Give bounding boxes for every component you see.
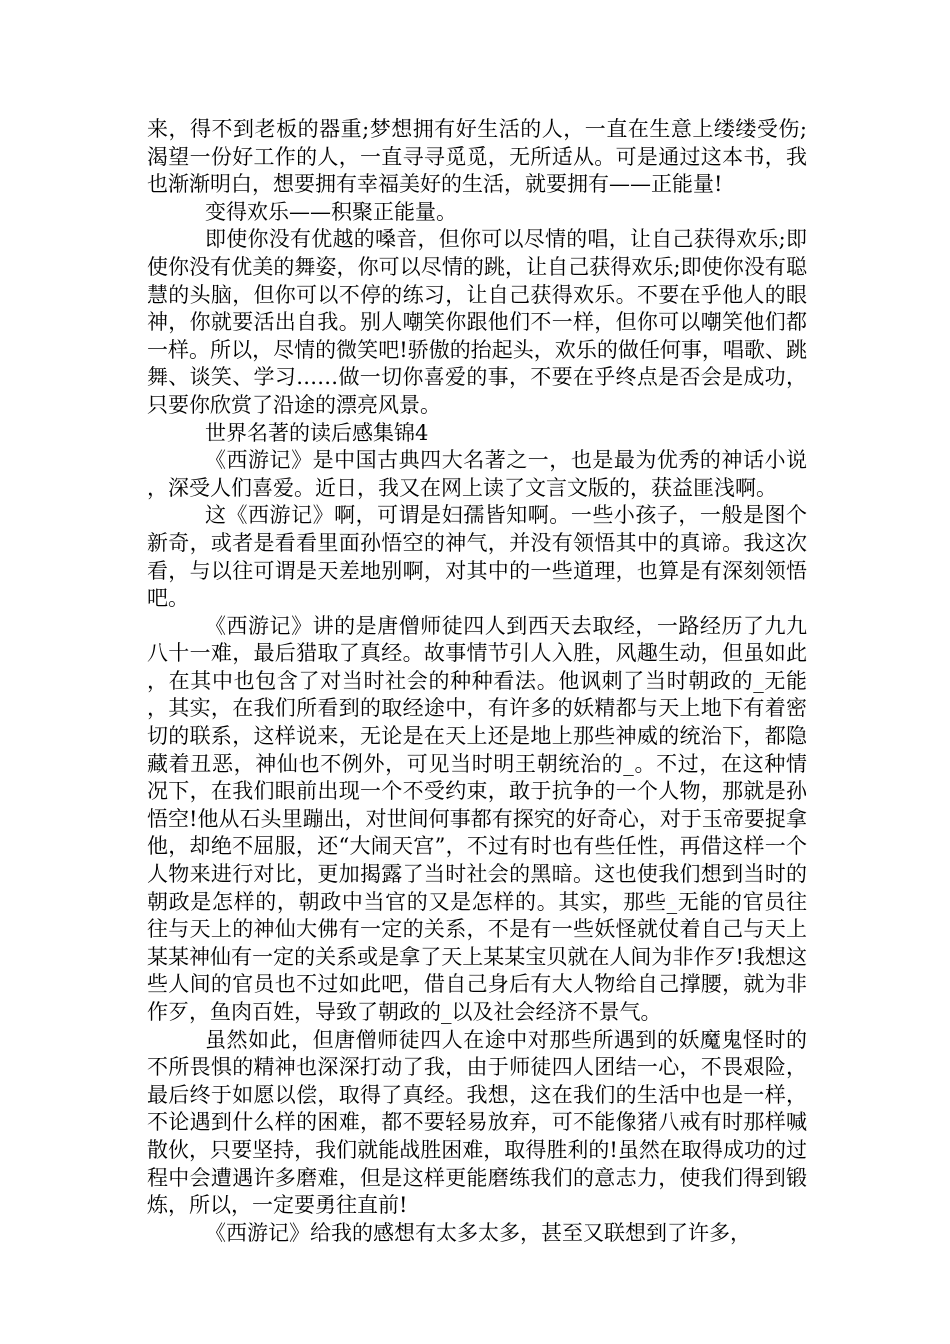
paragraph-7: 《西游记》讲的是唐僧师徒四人到西天去取经，一路经历了九九八十一难，最后猎取了真经。故事情节引人入胜，风趣生动，但虽如此，在其中也包含了对当时社会的种种看法。他讽刺了当时朝政的_无能，其实，在我们所看到的取经途中，有许多的妖精都与天上地下有着密切的联系，这样说来，无论是在天上还是地上那些神威的统治下，都隐藏着丑恶，神仙也不例外，可见当时明王朝统治的_。不过，在这种情况下，在我们眼前出现一个不受约束，敢于抗争的一个人物，那就是孙悟空!他从石头里蹦出，对世间何事都有探究的好奇心，对于玉帝要捉拿他，却绝不屈服，还“大闹天宫”，不过有时也有些任性，再借这样一个人物来进行对比，更加揭露了当时社会的黑暗。这也使我们想到当时的朝政是怎样的，朝政中当官的又是怎样的。其实，那些_无能的官员往往与天上的神仙大佛有一定的关系，不是有一些妖怪就仗着自己与天上某某神仙有一定的关系或是拿了天上某某宝贝就在人间为非作歹!我想这些人间的官员也不过如此吧，借自己身后有大人物给自己撑腰，就为非作歹，鱼肉百姓，导致了朝政的_以及社会经济不景气。 [147, 613, 807, 1024]
paragraph-1: 来，得不到老板的器重;梦想拥有好生活的人，一直在生意上缕缕受伤;渴望一份好工作的人，一直寻寻觅觅，无所适从。可是通过这本书，我也渐渐明白，想要拥有幸福美好的生活，就要拥有——正能量! [147, 117, 807, 197]
document-body [147, 116, 807, 1247]
section-title: 世界名著的读后感集锦4 [205, 420, 429, 445]
paragraph-6: 这《西游记》啊，可谓是妇孺皆知啊。一些小孩子，一般是图个新奇，或者是看看里面孙悟空的神气，并没有领悟其中的真谛。我这次看，与以往可谓是天差地别啊，对其中的一些道理，也算是有深刻领悟吧。 [147, 503, 807, 611]
section-subheading: 变得欢乐——积聚正能量。 [205, 199, 457, 224]
paragraph-5: 《西游记》是中国古典四大名著之一，也是最为优秀的神话小说，深受人们喜爱。近日，我又在网上读了文言文版的，获益匪浅啊。 [147, 448, 807, 500]
paragraph-8: 虽然如此，但唐僧师徒四人在途中对那些所遇到的妖魔鬼怪时的不所畏惧的精神也深深打动了我，由于师徒四人团结一心，不畏艰险，最后终于如愿以偿，取得了真经。我想，这在我们的生活中也是一样，不论遇到什么样的困难，都不要轻易放弃，可不能像猪八戒有时那样喊散伙，只要坚持，我们就能战胜困难，取得胜利的!虽然在取得成功的过程中会遭遇许多磨难，但是这样更能磨练我们的意志力，使我们得到锻炼，所以，一定要勇往直前! [147, 1027, 807, 1218]
paragraph-3: 即使你没有优越的嗓音，但你可以尽情的唱，让自己获得欢乐;即使你没有优美的舞姿，你可以尽情的跳，让自己获得欢乐;即使你没有聪慧的头脑，但你可以不停的练习，让自己获得欢乐。不要在乎他人的眼神，你就要活出自我。别人嘲笑你跟他们不一样，但你可以嘲笑他们都一样。所以，尽情的微笑吧!骄傲的抬起头，欢乐的做任何事，唱歌、跳舞、谈笑、学习……做一切你喜爱的事，不要在乎终点是否会是成功，只要你欣赏了沿途的漂亮风景。 [147, 227, 807, 417]
paragraph-9: 《西游记》给我的感想有太多太多，甚至又联想到了许多， [205, 1220, 751, 1245]
